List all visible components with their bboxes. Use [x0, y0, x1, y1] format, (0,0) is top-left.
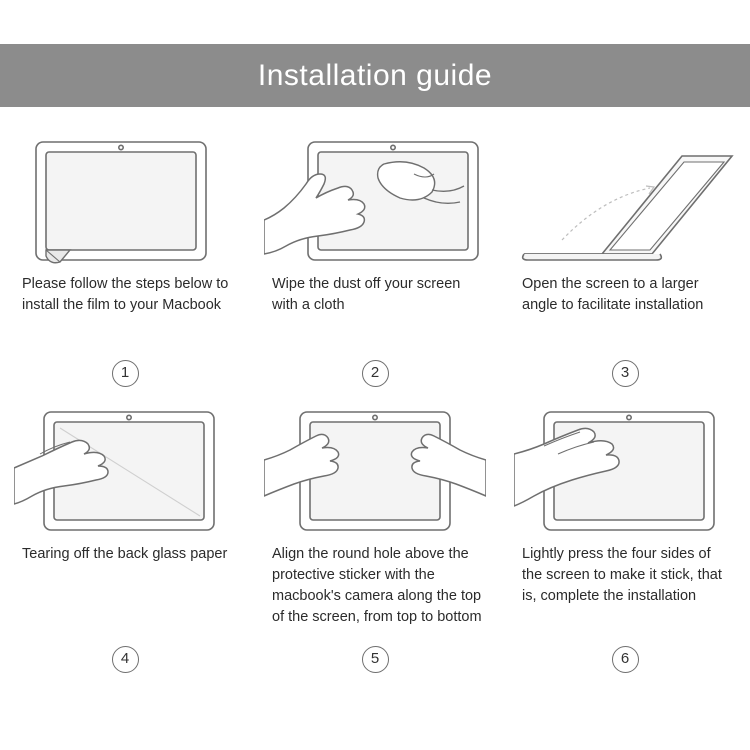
step-number-badge: 3 — [612, 360, 639, 387]
step-number-5 — [250, 646, 500, 673]
step-card-1 — [0, 128, 250, 398]
step-number-badge: 5 — [362, 646, 389, 673]
step-card-4 — [0, 398, 250, 698]
step-illustration-3 — [514, 134, 736, 264]
step-number-3 — [500, 360, 750, 387]
step-caption-4: Tearing off the back glass paper — [22, 546, 228, 562]
step-number-badge: 1 — [112, 360, 139, 387]
step-caption-5: Align the round hole above the protective sticker with the macbook's camera along the top of the screen, from top to bottom — [272, 546, 482, 626]
step-number-4 — [0, 646, 250, 673]
step-number-1 — [0, 360, 250, 387]
step-illustration-5 — [264, 404, 486, 534]
step-number-badge: 2 — [362, 360, 389, 387]
step-caption-1: Please follow the steps below to install the film to your Macbook — [22, 276, 229, 314]
step-card-5 — [250, 398, 500, 698]
step-illustration-6 — [514, 404, 736, 534]
step-illustration-4 — [14, 404, 236, 534]
step-number-badge: 4 — [112, 646, 139, 673]
step-card-6 — [500, 398, 750, 698]
step-caption-3: Open the screen to a larger angle to facilitate installation — [522, 276, 704, 314]
page-header — [0, 44, 750, 107]
steps-grid — [0, 128, 750, 698]
step-card-2 — [250, 128, 500, 398]
step-illustration-1 — [14, 134, 236, 264]
step-illustration-2 — [264, 134, 486, 264]
step-number-6 — [500, 646, 750, 673]
step-caption-6: Lightly press the four sides of the screen to make it stick, that is, complete the installation — [522, 546, 722, 605]
step-number-2 — [250, 360, 500, 387]
step-caption-2: Wipe the dust off your screen with a cloth — [272, 276, 461, 314]
step-number-badge: 6 — [612, 646, 639, 673]
step-card-3 — [500, 128, 750, 398]
page-title: Installation guide — [257, 58, 493, 92]
